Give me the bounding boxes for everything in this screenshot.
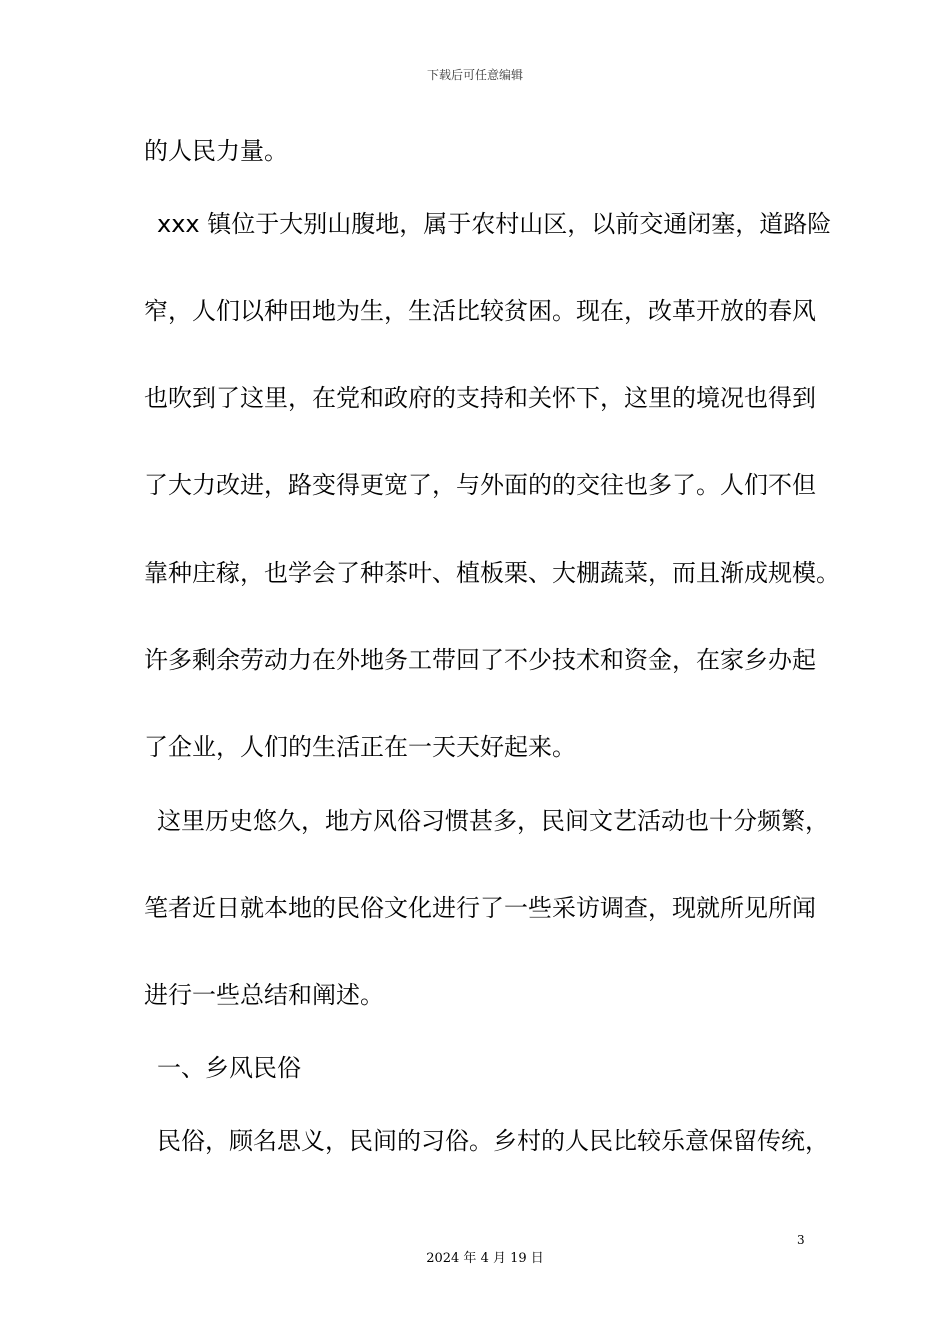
paragraph-line: 民俗，顾名思义，民间的习俗。乡村的人民比较乐意保留传统，	[157, 1127, 829, 1155]
paragraph-line: 的人民力量。	[144, 137, 288, 165]
page-number: 3	[797, 1233, 805, 1247]
paragraph-line: xxx 镇位于大别山腹地，属于农村山区，以前交通闭塞，道路险	[157, 210, 832, 238]
paragraph-line: 了企业，人们的生活正在一天天好起来。	[144, 733, 576, 761]
paragraph-line: 窄，人们以种田地为生，生活比较贫困。现在，改革开放的春风	[144, 297, 816, 325]
page-header: 下载后可任意编辑	[426, 68, 523, 82]
paragraph-line: 靠种庄稼，也学会了种茶叶、植板栗、大棚蔬菜，而且渐成规模。	[144, 559, 840, 587]
page-footer-date: 2024 年 4 月 19 日	[426, 1251, 544, 1266]
section-heading: 一、乡风民俗	[157, 1054, 301, 1082]
paragraph-line: 许多剩余劳动力在外地务工带回了不少技术和资金，在家乡办起	[144, 646, 816, 674]
paragraph-line: 这里历史悠久，地方风俗习惯甚多，民间文艺活动也十分频繁，	[157, 807, 829, 835]
paragraph-line: 笔者近日就本地的民俗文化进行了一些采访调查，现就所见所闻	[144, 894, 816, 922]
paragraph-line: 进行一些总结和阐述。	[144, 981, 384, 1009]
paragraph-line: 了大力改进，路变得更宽了，与外面的的交往也多了。人们不但	[144, 471, 816, 499]
paragraph-line: 也吹到了这里，在党和政府的支持和关怀下，这里的境况也得到	[144, 384, 816, 412]
